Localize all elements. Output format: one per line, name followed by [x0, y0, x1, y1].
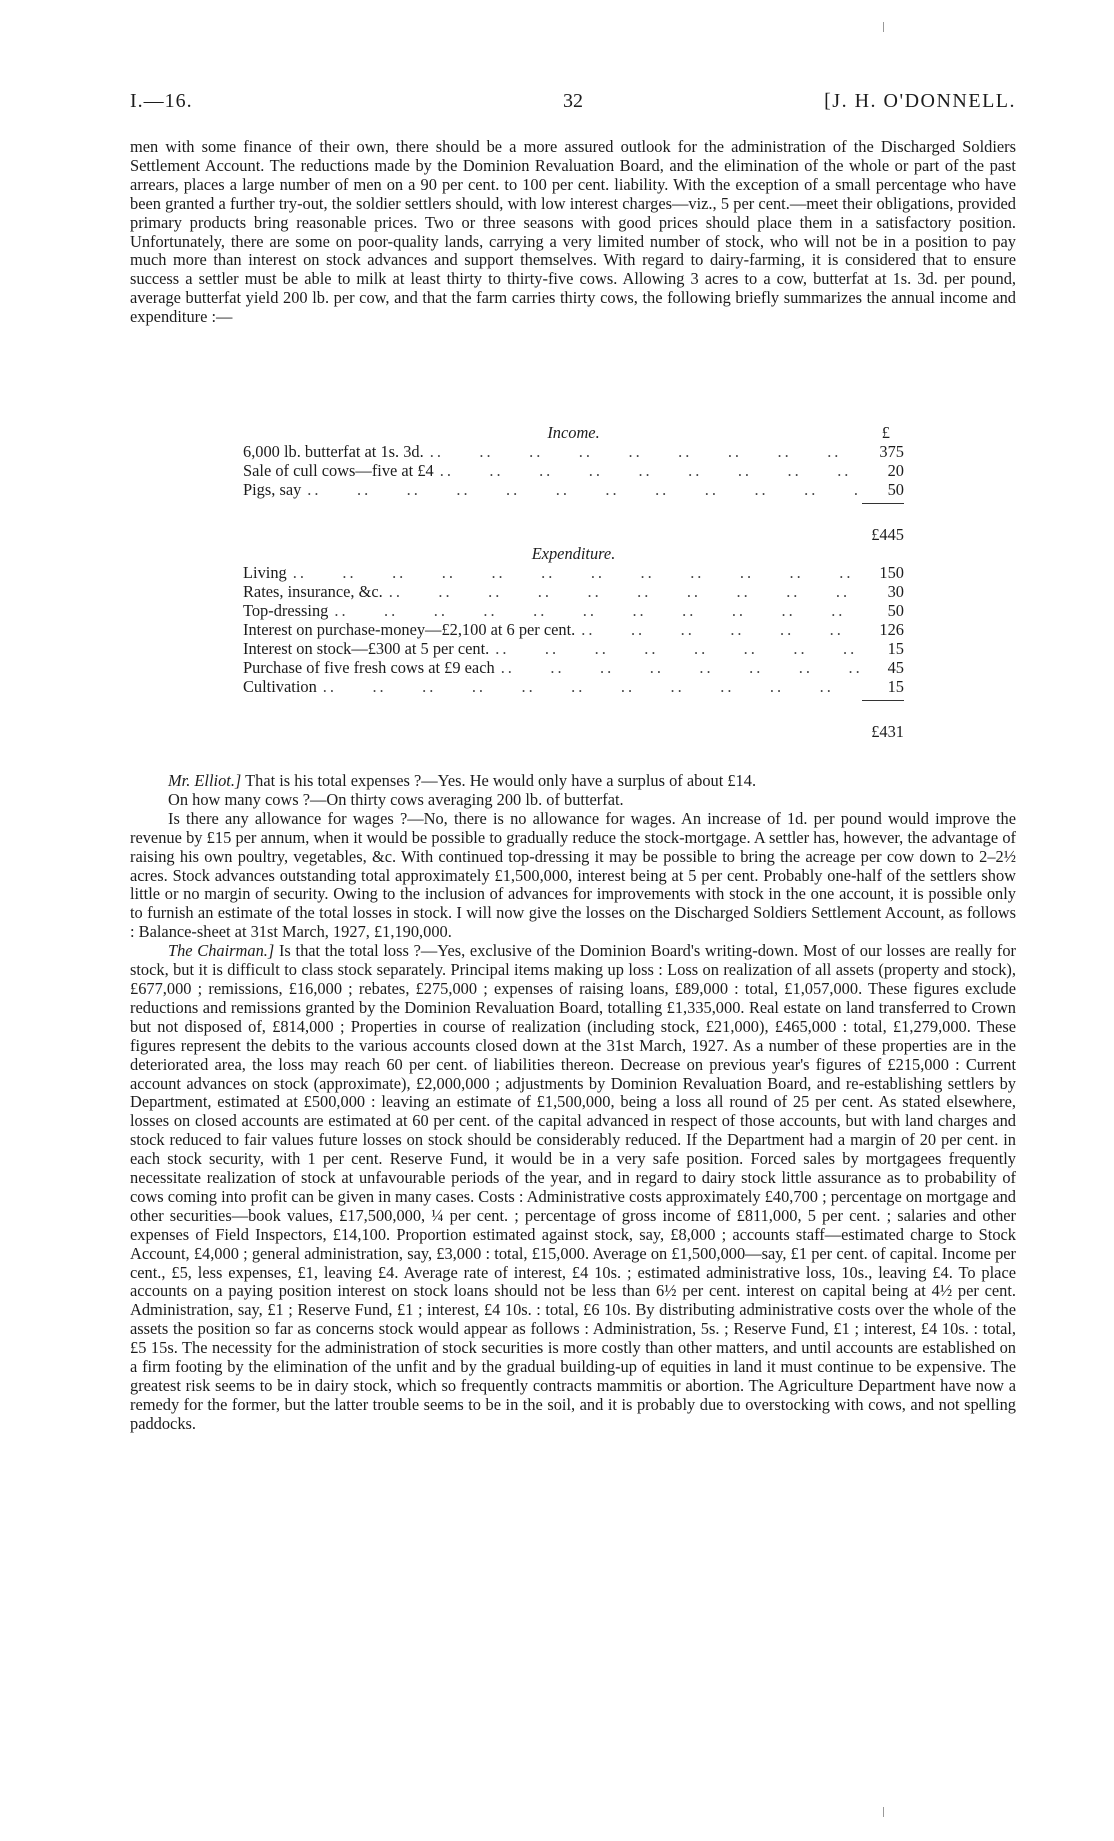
dialogue-paragraph: The Chairman.] Is that the total loss ?—Yes, exclusive of the Dominion Board's writing-down. Most of our losses are really for stock, but it is difficult to class stock separately. Principal items making up loss : Loss on realization of all assets (property and stock), £677,000 ; remissions, £16,000 ; rebates, £275,000 ; expenses of raising loans, £89,000 : total, £1,057,000. These figures exclude reductions and remissions granted by the Dominion Revaluation Board, totalling £1,335,000. Real estate on land transferred to Crown but not disposed of, £814,000 ; Properties in course of realization (including stock, £21,000), £465,000 : total, £1,279,000. These figures represent the debits to the various accounts closed down at the 31st March, 1927. As a number of these properties are in the deteriorated area, the loss may reach 60 per cent. of liabilities thereon. Decrease on previous year's figures of £215,000 : Current account advances on stock (approximate), £2,000,000 ; adjustments by Dominion Revaluation Board, and re-establishing settlers by Department, estimated at £500,000 : leaving an estimate of £1,500,000, being a loss all round of 25 per cent. As stated elsewhere, losses on closed accounts are estimated at 60 per cent. of the capital advanced in respect of those accounts, but with land charges and stock reduced to fair values future losses on stock should be considerably reduced. If the Department had a margin of 20 per cent. in each stock security, with 1 per cent. Reserve Fund, it would be in a very safe position. Forced sales by mortgagees frequently necessitate realization of stock at unfavourable periods of the year, and in regard to dairy stock little assurance as to probability of cows coming into profit can be given in many cases. Costs : Administrative costs approximately £40,700 ; percentage on mortgage and other securities—book values, £17,500,000, ¼ per cent. ; percentage of gross income of £811,000, 5 per cent. ; salaries and other expenses of Field Inspectors, £14,100. Proportion estimated against stock, say, £8,000 ; accounts staff—estimated charge to Stock Account, £4,000 ; general administration, say, £3,000 : total, £15,000. Average on £1,500,000—say, £1 per cent. of capital. Income per cent., £5, less expenses, £1, leaving £4. Average rate of interest, £4 10s. ; estimated administrative loss, 10s., leaving £4. To place accounts on a paying position interest on stock loans should not be less than 6½ per cent. interest on capital being at 4½ per cent. Administration, say, £1 ; Reserve Fund, £1 ; interest, £4 10s. : total, £6 10s. By distributing administrative costs over the whole of the assets the position so far as concerns stock would appear as follows : Administration, 5s. ; Reserve Fund, £1 ; interest, £4 10s. : total, £5 15s. The necessity for the administration of stock securities is more costly than other matters, and until accounts are established on a firm footing by the elimination of the unfit and by the gradual building-up of equities in land it must continue to be expensive. The greatest risk seems to be in dairy stock, which so frequently contracts mammitis or abortion. The Agriculture Department have now a remedy for the former, but the latter trouble seems to be in the soil, and it is probably due to overstocking with cows, and not spelling paddocks. — [130, 941, 1016, 1433]
witness-name: [J. H. O'DONNELL. — [824, 90, 1016, 112]
paper-reference: I.—16. — [130, 90, 193, 112]
total-rule — [862, 700, 904, 701]
expenditure-row: Interest on purchase-money—£2,100 at 6 per cent. .. 126 — [243, 621, 904, 640]
expenditure-row: Interest on stock—£300 at 5 per cent. .. 15 — [243, 640, 904, 659]
paragraph: men with some finance of their own, there should be a more assured outlook for the administration of the Discharged Soldiers Settlement Account. The reductions made by the Dominion Revaluation Board, and the elimination of the whole or part of the past arrears, places a large number of men on a 90 per cent. to 100 per cent. liability. With the exception of a small percentage who have been granted a further try-out, the soldier settlers should, with low interest charges—viz., 5 per cent.—meet their obligations, provided primary products bring reasonable prices. Two or three seasons with good prices should place them in a satisfactory position. Unfortunately, there are some on poor-quality lands, carrying a very limited number of stock, who will not be in a position to pay much more than interest on stock advances and support themselves. With regard to dairy-farming, it is considered that to ensure success a settler must be able to milk at least thirty to thirty-five cows. Allowing 3 acres to a cow, butterfat at 1s. 3d. per pound, average butterfat yield 200 lb. per cow, and that the farm carries thirty cows, the following briefly summarizes the annual income and expenditure :— — [130, 137, 1016, 327]
scan-mark — [883, 1807, 884, 1817]
dialogue-paragraph: Is there any allowance for wages ?—No, there is no allowance for wages. An increase of 1d. per pound would improve the revenue by £15 per annum, when it would be possible to gradually reduce the stock-mortgage. A settler has, however, the advantage of raising his own poultry, vegetables, &c. With continued top-dressing it may be possible to bring the acreage per cow down to 2–2½ acres. Stock advances outstanding total approximately £1,500,000, interest being at 5 per cent. Probably one-half of the settlers show little or no margin of security. Owing to the inclusion of advances for improvements with stock in the one account, it is possible only to furnish an estimate of the total losses in stock. I will now give the losses on the Discharged Soldiers Settlement Account, as follows : Balance-sheet at 31st March, 1927, £1,190,000. — [130, 808, 1016, 942]
speaker-label: The Chairman.] — [168, 941, 275, 961]
expenditure-heading: Expenditure. — [531, 544, 616, 563]
page-header — [130, 90, 1016, 116]
dialogue-paragraph: Mr. Elliot.] That is his total expenses ?—Yes. He would only have a surplus of about £14. — [168, 771, 757, 790]
accounts-table — [243, 424, 904, 742]
speaker-label: Mr. Elliot.] — [168, 771, 242, 790]
dialogue-paragraph: On how many cows ?—On thirty cows averaging 200 lb. of butterfat. — [168, 789, 624, 809]
income-total: £445 — [871, 525, 904, 544]
page-number: 32 — [563, 90, 583, 112]
currency-symbol: £ — [881, 423, 890, 442]
expenditure-row: Purchase of five fresh cows at £9 each .. 45 — [243, 659, 904, 678]
expenditure-row: Rates, insurance, &c. .. 30 — [243, 583, 904, 602]
scan-mark — [883, 22, 884, 32]
expenditure-row: Top-dressing .. 50 — [243, 602, 904, 621]
income-row: Sale of cull cows—five at £4 .. 20 — [243, 462, 904, 481]
expenditure-total: £431 — [871, 722, 904, 741]
income-row: 6,000 lb. butterfat at 1s. 3d. .. 375 — [243, 443, 904, 462]
opening-paragraph — [130, 138, 1016, 327]
evidence-text — [130, 772, 1016, 1434]
income-row: Pigs, say .. 50 — [243, 481, 904, 500]
expenditure-row: Living .. 150 — [243, 564, 904, 583]
income-heading: Income. £ — [547, 423, 890, 442]
total-rule — [862, 503, 904, 504]
expenditure-row: Cultivation .. 15 — [243, 678, 904, 697]
